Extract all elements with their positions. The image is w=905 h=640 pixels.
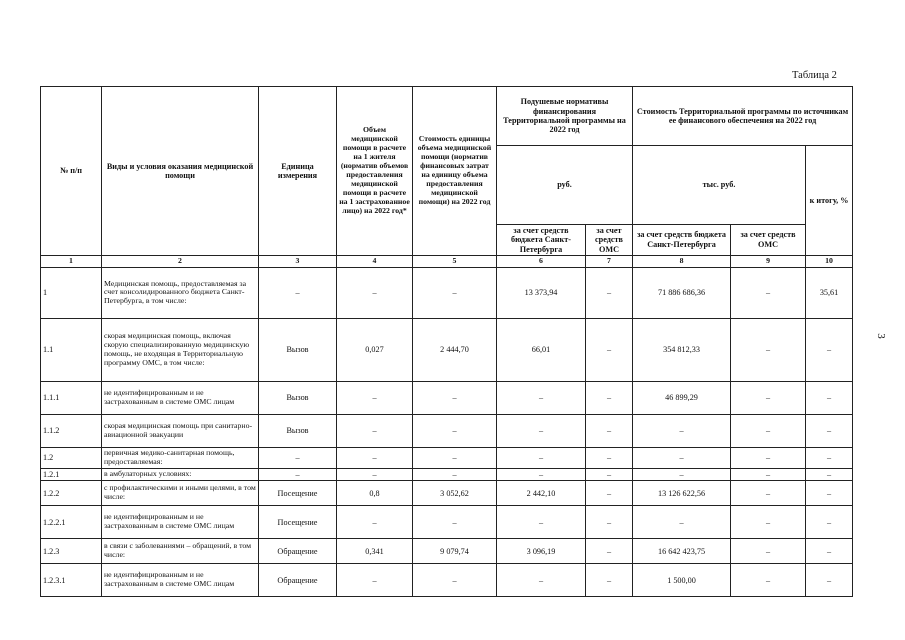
row-percapita-budget: 3 096,19 <box>497 539 586 564</box>
header-unit-thousand-rub: тыс. руб. <box>633 146 806 225</box>
row-unit: Вызов <box>259 414 337 447</box>
row-percapita-budget: – <box>497 506 586 539</box>
row-number: 1.2.2 <box>41 481 102 506</box>
row-percapita-oms: – <box>586 447 633 468</box>
header-cost-oms: за счет средств ОМС <box>731 224 806 255</box>
row-description: не идентифицированным и не застрахованным в системе ОМС лицам <box>102 506 259 539</box>
row-percapita-oms: – <box>586 414 633 447</box>
row-share-total: – <box>806 564 853 597</box>
row-percapita-oms: – <box>586 564 633 597</box>
table-row <box>41 564 853 597</box>
row-share-total: – <box>806 468 853 480</box>
row-unit: Посещение <box>259 481 337 506</box>
header-unit: Единица измерения <box>259 87 337 256</box>
row-number: 1.2 <box>41 447 102 468</box>
row-percapita-oms: – <box>586 468 633 480</box>
row-volume: – <box>337 414 413 447</box>
row-percapita-budget: – <box>497 564 586 597</box>
row-share-total: – <box>806 539 853 564</box>
row-cost-budget: – <box>633 506 731 539</box>
row-cost-oms: – <box>731 381 806 414</box>
row-volume: 0,341 <box>337 539 413 564</box>
row-number: 1.1 <box>41 318 102 381</box>
row-cost-budget: – <box>633 447 731 468</box>
row-cost-budget: 46 899,29 <box>633 381 731 414</box>
header-percapita-oms: за счет средств ОМС <box>586 224 633 255</box>
row-volume: 0,027 <box>337 318 413 381</box>
row-percapita-budget: – <box>497 381 586 414</box>
row-cost-oms: – <box>731 564 806 597</box>
norms-table <box>40 86 853 597</box>
row-number: 1 <box>41 267 102 318</box>
row-unit: – <box>259 447 337 468</box>
row-cost-oms: – <box>731 318 806 381</box>
row-number: 1.2.3 <box>41 539 102 564</box>
row-unit-cost: – <box>413 414 497 447</box>
page-number: 3 <box>874 333 887 339</box>
row-percapita-budget: – <box>497 447 586 468</box>
row-description: скорая медицинская помощь при санитарно-авиационной эвакуации <box>102 414 259 447</box>
row-cost-budget: 13 126 622,56 <box>633 481 731 506</box>
row-cost-oms: – <box>731 414 806 447</box>
row-share-total: 35,61 <box>806 267 853 318</box>
row-percapita-oms: – <box>586 381 633 414</box>
row-volume: – <box>337 267 413 318</box>
column-number: 10 <box>806 256 853 268</box>
row-description: не идентифицированным и не застрахованным в системе ОМС лицам <box>102 564 259 597</box>
header-percapita-group: Подушевые нормативы финансирования Территориальной программы на 2022 год <box>497 87 633 146</box>
row-cost-oms: – <box>731 481 806 506</box>
header-cost-budget: за счет средств бюджета Санкт-Петербурга <box>633 224 731 255</box>
row-cost-oms: – <box>731 506 806 539</box>
row-description: первичная медико-санитарная помощь, предоставляемая: <box>102 447 259 468</box>
table-row <box>41 539 853 564</box>
table-header <box>41 87 853 268</box>
header-volume: Объем медицинской помощи в расчете на 1 жителя (норматив объемов предоставления медицинской помощи в расчете на 1 застрахованное лицо) на 2022 год* <box>337 87 413 256</box>
row-cost-oms: – <box>731 447 806 468</box>
column-number: 6 <box>497 256 586 268</box>
row-cost-oms: – <box>731 267 806 318</box>
column-number: 4 <box>337 256 413 268</box>
row-percapita-budget: 2 442,10 <box>497 481 586 506</box>
row-unit: Обращение <box>259 564 337 597</box>
row-volume: – <box>337 447 413 468</box>
row-number: 1.2.2.1 <box>41 506 102 539</box>
row-percapita-oms: – <box>586 318 633 381</box>
row-share-total: – <box>806 414 853 447</box>
column-number: 8 <box>633 256 731 268</box>
row-unit: Вызов <box>259 318 337 381</box>
table-row <box>41 381 853 414</box>
row-unit: Вызов <box>259 381 337 414</box>
row-percapita-budget: 66,01 <box>497 318 586 381</box>
table-body <box>41 267 853 596</box>
table-row <box>41 468 853 480</box>
row-cost-budget: 71 886 686,36 <box>633 267 731 318</box>
row-share-total: – <box>806 447 853 468</box>
row-description: в амбулаторных условиях: <box>102 468 259 480</box>
header-number: № п/п <box>41 87 102 256</box>
header-share-total: к итогу, % <box>806 146 853 256</box>
column-number-row <box>41 256 853 268</box>
row-share-total: – <box>806 318 853 381</box>
row-share-total: – <box>806 481 853 506</box>
row-unit-cost: 3 052,62 <box>413 481 497 506</box>
row-number: 1.2.1 <box>41 468 102 480</box>
row-percapita-oms: – <box>586 267 633 318</box>
row-percapita-budget: – <box>497 468 586 480</box>
row-description: с профилактическими и иными целями, в том числе: <box>102 481 259 506</box>
row-unit-cost: – <box>413 381 497 414</box>
row-description: в связи с заболеваниями – обращений, в том числе: <box>102 539 259 564</box>
table-title: Таблица 2 <box>792 70 837 81</box>
row-cost-oms: – <box>731 539 806 564</box>
row-volume: 0,8 <box>337 481 413 506</box>
row-percapita-budget: 13 373,94 <box>497 267 586 318</box>
row-description: не идентифицированным и не застрахованным в системе ОМС лицам <box>102 381 259 414</box>
header-cost-group: Стоимость Территориальной программы по источникам ее финансового обеспечения на 2022 год <box>633 87 853 146</box>
column-number: 3 <box>259 256 337 268</box>
row-description: Медицинская помощь, предоставляемая за счет консолидированного бюджета Санкт-Петербурга, в том числе: <box>102 267 259 318</box>
table-row <box>41 414 853 447</box>
row-volume: – <box>337 564 413 597</box>
row-unit: – <box>259 468 337 480</box>
column-number: 1 <box>41 256 102 268</box>
row-share-total: – <box>806 381 853 414</box>
table-row <box>41 481 853 506</box>
row-unit-cost: – <box>413 447 497 468</box>
row-volume: – <box>337 506 413 539</box>
row-cost-budget: – <box>633 414 731 447</box>
row-unit-cost: – <box>413 564 497 597</box>
row-number: 1.2.3.1 <box>41 564 102 597</box>
table-row <box>41 267 853 318</box>
header-percapita-budget: за счет средств бюджета Санкт-Петербурга <box>497 224 586 255</box>
row-unit-cost: – <box>413 468 497 480</box>
row-unit-cost: – <box>413 267 497 318</box>
column-number: 7 <box>586 256 633 268</box>
row-percapita-oms: – <box>586 539 633 564</box>
row-volume: – <box>337 381 413 414</box>
row-unit: Обращение <box>259 539 337 564</box>
row-number: 1.1.1 <box>41 381 102 414</box>
row-cost-budget: 354 812,33 <box>633 318 731 381</box>
column-number: 9 <box>731 256 806 268</box>
header-unit-cost: Стоимость единицы объема медицинской помощи (норматив финансовых затрат на единицу объема предоставления медицинской помощи) на 2022 год <box>413 87 497 256</box>
row-unit-cost: – <box>413 506 497 539</box>
header-kinds: Виды и условия оказания медицинской помощи <box>102 87 259 256</box>
header-unit-rub: руб. <box>497 146 633 225</box>
row-cost-budget: 1 500,00 <box>633 564 731 597</box>
row-percapita-oms: – <box>586 481 633 506</box>
column-number: 2 <box>102 256 259 268</box>
row-unit: – <box>259 267 337 318</box>
row-unit: Посещение <box>259 506 337 539</box>
row-cost-oms: – <box>731 468 806 480</box>
row-share-total: – <box>806 506 853 539</box>
row-cost-budget: – <box>633 468 731 480</box>
table-row <box>41 318 853 381</box>
row-percapita-budget: – <box>497 414 586 447</box>
row-volume: – <box>337 468 413 480</box>
table-row <box>41 506 853 539</box>
row-unit-cost: 2 444,70 <box>413 318 497 381</box>
row-number: 1.1.2 <box>41 414 102 447</box>
row-unit-cost: 9 079,74 <box>413 539 497 564</box>
table-row <box>41 447 853 468</box>
row-cost-budget: 16 642 423,75 <box>633 539 731 564</box>
row-percapita-oms: – <box>586 506 633 539</box>
column-number: 5 <box>413 256 497 268</box>
row-description: скорая медицинская помощь, включая скорую специализированную медицинскую помощь, не входящая в Территориальную программу ОМС, в том числе: <box>102 318 259 381</box>
